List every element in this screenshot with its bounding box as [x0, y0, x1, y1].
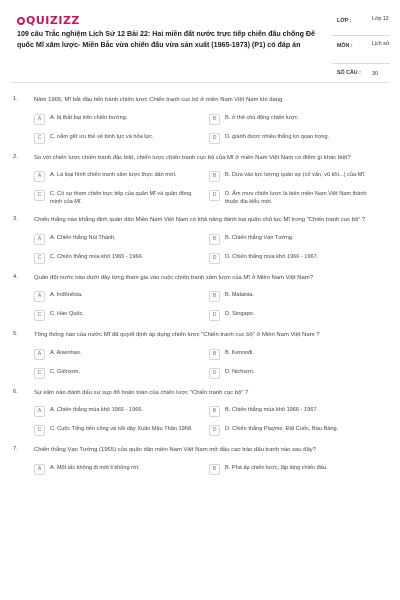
quizizz-logo[interactable] — [17, 14, 80, 27]
option-text: D. Chiến thắng Playme, Đất Cuốc, Bàu Bàng. — [225, 426, 339, 432]
subject-value: Lịch sử — [372, 41, 390, 47]
header-divider — [10, 82, 390, 83]
option-b[interactable] — [209, 406, 374, 417]
question-text: Chiến thắng Vạn Tường (1965) của quân dân miền Nam Việt Nam mở đầu cao trào đấu tranh nào sau đây? — [34, 447, 316, 453]
question-number: 1. — [13, 96, 18, 102]
option-grid — [34, 234, 374, 264]
question-number: 3. — [13, 216, 18, 222]
question-number: 2. — [13, 153, 18, 160]
quiz-title: 109 câu Trắc nghiệm Lịch Sử 12 Bài 22: Hai miền đất nước trực tiếp chiến đấu chống Đế quốc Mĩ xâm lược- Miền Bắc vừa chiến đấu vừa sản xuất (1965-1973) (P1) có đáp án — [17, 30, 315, 49]
option-text: D. Chiến thắng mùa khô 1966 - 1967. — [225, 253, 319, 260]
question-text: Tổng thống nào của nước Mĩ đã quyết định áp dụng chiến lược "Chiến tranh cục bộ" ở Miền Nam Việt Nam ? — [34, 332, 320, 338]
option-letter: A — [34, 406, 45, 417]
option-letter: B — [209, 171, 220, 182]
question-number: 5. — [13, 331, 18, 337]
option-text: C. Hàn Quốc. — [50, 311, 84, 317]
option-text: C. Cuộc Tổng tiến công và nổi dậy Xuân Mậu Thân 1968. — [50, 426, 193, 432]
option-grid — [34, 464, 374, 475]
option-grid — [34, 114, 374, 144]
question-text: Năm 1965, Mĩ bắt đầu tiến hành chiến lược Chiến tranh cục bộ ở miền Nam Việt Nam khi đang — [34, 97, 283, 103]
question-text: Chiến thắng nào khẳng định quân dân Miền Nam Việt Nam có khả năng đánh bại quân chủ lực Mĩ trong "Chiến tranh cục bộ" ? — [34, 217, 366, 223]
question-number: 6. — [13, 388, 18, 395]
option-grid — [34, 171, 374, 206]
option-d[interactable] — [209, 253, 374, 264]
option-text: A. bị thất bại trên chiến trường. — [50, 114, 128, 121]
option-text: B. ở thế chủ động chiến lược. — [225, 114, 299, 121]
option-text: D. giành được nhiều thắng lợi quan trọng. — [225, 133, 330, 140]
option-text: D. Nichxơn. — [225, 368, 255, 375]
question-number: 7. — [13, 446, 18, 452]
option-c[interactable] — [34, 310, 209, 321]
option-b[interactable] — [209, 171, 374, 182]
class-label: LỚP : — [337, 18, 352, 24]
option-text: C. Có sự tham chiến trực tiếp của quân Mĩ và quân đồng minh của Mĩ. — [50, 191, 192, 205]
option-a[interactable] — [34, 464, 209, 475]
option-c[interactable] — [34, 190, 209, 206]
option-grid — [34, 291, 374, 321]
option-text: A. Inđônêsia. — [50, 292, 83, 298]
option-a[interactable] — [34, 114, 209, 125]
option-text: B. Malaixia. — [225, 292, 254, 298]
option-text: A. Là loại hình chiến tranh xâm lược thực dân mới. — [50, 172, 177, 178]
option-letter: D — [209, 425, 220, 436]
option-b[interactable] — [209, 291, 374, 302]
option-c[interactable] — [34, 368, 209, 379]
option-grid — [34, 406, 374, 436]
option-text: C. Chiến thắng mùa khô 1965 - 1966. — [50, 253, 144, 260]
option-grid — [34, 349, 374, 379]
option-letter: C — [34, 310, 45, 321]
option-d[interactable] — [209, 425, 374, 436]
question-2 — [0, 154, 400, 207]
option-letter: A — [34, 349, 45, 360]
question-list — [0, 96, 400, 485]
option-letter: A — [34, 171, 45, 182]
option-text: C. Giônxơn. — [50, 368, 81, 375]
option-text: B. Kennođi. — [225, 349, 254, 356]
option-d[interactable] — [209, 190, 374, 206]
meta-class — [332, 11, 390, 36]
subject-label: MÔN : — [337, 43, 353, 49]
class-value: Lớp 12 — [372, 16, 389, 22]
count-value: 30 — [372, 71, 378, 77]
question-7 — [0, 446, 400, 475]
count-label: SỐ CÂU : — [337, 70, 361, 76]
option-letter: B — [209, 291, 220, 302]
option-a[interactable] — [34, 291, 209, 302]
document-header — [0, 0, 400, 80]
option-b[interactable] — [209, 234, 374, 245]
option-a[interactable] — [34, 349, 209, 360]
option-b[interactable] — [209, 114, 374, 125]
option-c[interactable] — [34, 425, 209, 436]
option-d[interactable] — [209, 310, 374, 321]
question-text: Quân đội nước nào dưới đây từng tham gia vào cuộc chiến tranh xâm lược của Mĩ ở Miền Nam Việt Nam? — [34, 274, 313, 281]
option-d[interactable] — [209, 133, 374, 144]
option-letter: C — [34, 425, 45, 436]
option-text: D. Âm mưu chiến lược là biến miền Nam Việt Nam thành thuộc địa kiểu mới. — [225, 191, 367, 205]
option-b[interactable] — [209, 349, 374, 360]
option-text: C. nắm giữ ưu thế về binh lực và hỏa lực. — [50, 133, 154, 140]
meta-count — [332, 64, 390, 81]
option-text: A. Aixenhao. — [50, 349, 82, 356]
question-text: So với chiến lược chiến tranh đặc biệt, chiến lược chiến tranh cục bộ của Mĩ ở miền Nam Việt Nam có điểm gì khác biệt? — [34, 154, 351, 161]
option-b[interactable] — [209, 464, 374, 475]
option-letter: D — [209, 368, 220, 379]
question-number: 4. — [13, 273, 18, 280]
option-letter: A — [34, 234, 45, 245]
option-letter: A — [34, 291, 45, 302]
option-letter: D — [209, 310, 220, 321]
question-text: Sự kiện nào đánh dấu sự sụp đổ hoàn toàn của chiến lược "Chiến tranh cục bộ" ? — [34, 389, 249, 396]
question-4 — [0, 274, 400, 322]
option-a[interactable] — [34, 406, 209, 417]
option-text: B. Chiến thắng mùa khô 1966 - 1967. — [225, 407, 318, 413]
option-letter: C — [34, 133, 45, 144]
option-letter: B — [209, 234, 220, 245]
option-letter: B — [209, 114, 220, 125]
option-a[interactable] — [34, 234, 209, 245]
question-3 — [0, 216, 400, 264]
option-letter: C — [34, 253, 45, 264]
option-letter: C — [34, 190, 45, 201]
option-letter: D — [209, 190, 220, 201]
option-d[interactable] — [209, 368, 374, 379]
option-text: A. Chiến thắng Núi Thành. — [50, 234, 116, 241]
option-a[interactable] — [34, 171, 209, 182]
option-letter: A — [34, 114, 45, 125]
option-c[interactable] — [34, 133, 209, 144]
option-letter: A — [34, 464, 45, 475]
quiz-meta — [332, 11, 390, 81]
option-text: B. Chiến thắng Vạn Tường. — [225, 234, 294, 241]
logo-text: QUIZIZZ — [26, 14, 80, 27]
option-letter: D — [209, 133, 220, 144]
option-text: A. Chiến thắng mùa khô 1965 - 1966. — [50, 407, 143, 413]
option-letter: D — [209, 253, 220, 264]
logo-ring-icon — [17, 17, 25, 25]
option-letter: B — [209, 349, 220, 360]
option-letter: C — [34, 368, 45, 379]
option-text: D. Singapo. — [225, 311, 255, 317]
option-letter: B — [209, 406, 220, 417]
question-5 — [0, 331, 400, 379]
option-text: B. Dựa vào lực lượng quân sự (cố vấn, vũ khí...) của Mĩ. — [225, 172, 366, 178]
option-text: B. Phá ấp chiến lược, lập làng chiến đấu. — [225, 464, 328, 471]
option-text: A. Một tấc không đi một li không rời. — [50, 464, 140, 471]
question-1 — [0, 96, 400, 144]
question-6 — [0, 389, 400, 437]
option-letter: B — [209, 464, 220, 475]
meta-subject — [332, 36, 390, 64]
option-c[interactable] — [34, 253, 209, 264]
